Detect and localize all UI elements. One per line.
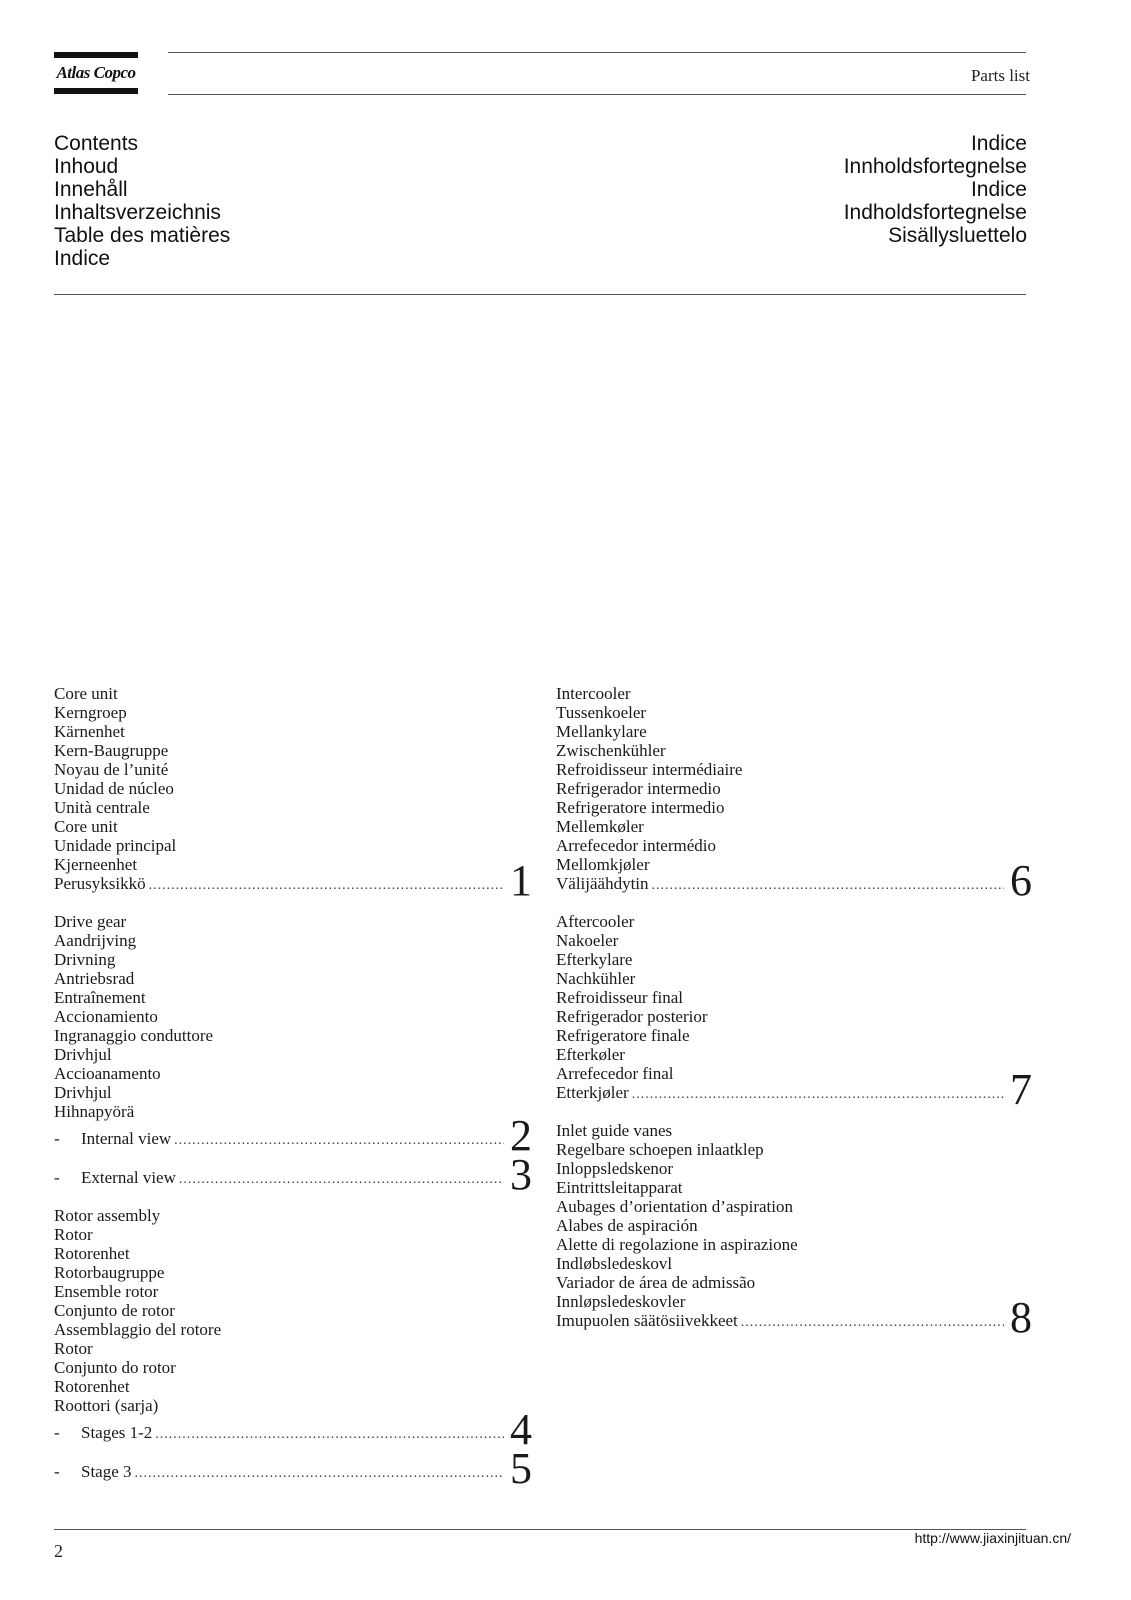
contents-heading: Table des matières (54, 224, 231, 247)
dot-leader (149, 876, 504, 895)
contents-heading: Indholdsfortegnelse (843, 201, 1027, 224)
toc-section-intercooler (556, 684, 1032, 905)
toc-line: Inlet guide vanes (556, 1121, 673, 1140)
dot-leader (741, 1313, 1004, 1332)
toc-line: Refroidisseur intermédiaire (556, 760, 743, 779)
toc-page-number: 1 (510, 856, 532, 905)
contents-heading: Indice (970, 132, 1027, 155)
toc-page-number: 5 (510, 1444, 532, 1493)
toc-line: Drive gear (54, 912, 127, 931)
toc-line: Refrigeratore finale (556, 1026, 690, 1045)
footer-url-link[interactable]: http://www.jiaxinjituan.cn/ (914, 1530, 1071, 1546)
toc-section-rotor-assembly (54, 1206, 532, 1493)
toc-page-number: 8 (1010, 1293, 1032, 1342)
toc-line: Aubages d’orientation d’aspiration (556, 1197, 793, 1216)
toc-line: Variador de área de admissão (556, 1273, 756, 1292)
toc-entry-link[interactable] (54, 1444, 532, 1493)
toc-line: Drivhjul (54, 1083, 112, 1102)
toc-line: Regelbare schoepen inlaatklep (556, 1140, 764, 1159)
toc-line: Antriebsrad (54, 969, 135, 988)
toc-page-number: 4 (510, 1405, 532, 1454)
contents-heading: Inhoud (54, 155, 119, 178)
header-rule-bottom (168, 94, 1026, 95)
contents-divider (54, 294, 1026, 295)
contents-heading: Innehåll (54, 178, 128, 201)
toc-page-number: 2 (510, 1111, 532, 1160)
header-rule-top (168, 52, 1026, 53)
toc-line: Core unit (54, 684, 118, 703)
toc-line: Kärnenhet (54, 722, 125, 741)
toc-line: Imupuolen säätösiivekkeet (556, 1311, 738, 1330)
toc-line: Mellankylare (556, 722, 647, 741)
toc-section-core-unit (54, 684, 532, 905)
toc-line: Perusyksikkö (54, 874, 146, 893)
toc-line: Refrigerador posterior (556, 1007, 708, 1026)
toc-section-inlet-guide-vanes (556, 1121, 1032, 1342)
toc-line: Rotor assembly (54, 1206, 161, 1225)
contents-heading: Innholdsfortegnelse (843, 155, 1027, 178)
contents-heading-right (844, 132, 1027, 247)
dot-leader (155, 1425, 504, 1444)
toc-line: Entraînement (54, 988, 146, 1007)
toc-line: Assemblaggio del rotore (54, 1320, 222, 1339)
dash-bullet: - (54, 1423, 60, 1442)
toc-line: Core unit (54, 817, 118, 836)
toc-line: Innløpsledeskovler (556, 1292, 686, 1311)
toc-line: Refroidisseur final (556, 988, 683, 1007)
toc-line: Mellomkjøler (556, 855, 650, 874)
footer-rule (54, 1529, 1026, 1530)
toc-line: Efterkøler (556, 1045, 625, 1064)
toc-line: Välijäähdytin (556, 874, 649, 893)
toc-line: Rotorenhet (54, 1244, 130, 1263)
toc-line: Rotorbaugruppe (54, 1263, 165, 1282)
toc-sub-label: Stages 1-2 (81, 1423, 153, 1442)
dash-bullet: - (54, 1462, 60, 1481)
dash-bullet: - (54, 1168, 60, 1187)
toc-line: Tussenkoeler (556, 703, 647, 722)
toc-line: Arrefecedor intermédio (556, 836, 716, 855)
dash-bullet: - (54, 1129, 60, 1148)
contents-heading: Inhaltsverzeichnis (54, 201, 221, 224)
dot-leader (179, 1170, 504, 1189)
toc-right-column (556, 684, 1032, 1349)
toc-line: Zwischenkühler (556, 741, 666, 760)
toc-line: Eintrittsleitapparat (556, 1178, 683, 1197)
toc-line: Unidad de núcleo (54, 779, 174, 798)
toc-line: Roottori (sarja) (54, 1396, 159, 1415)
toc-section-aftercooler (556, 912, 1032, 1114)
toc-line: Alette di regolazione in aspirazione (556, 1235, 798, 1254)
atlas-copco-logo (54, 52, 138, 94)
toc-line: Accionamiento (54, 1007, 158, 1026)
contents-heading-left (54, 132, 230, 270)
toc-sub-label: Stage 3 (81, 1462, 132, 1481)
toc-line: Accioanamento (54, 1064, 161, 1083)
contents-heading: Indice (54, 247, 111, 270)
toc-line: Rotor (54, 1339, 93, 1358)
toc-page-number: 6 (1010, 856, 1032, 905)
toc-line: Rotorenhet (54, 1377, 130, 1396)
toc-line: Drivning (54, 950, 116, 969)
toc-line: Nachkühler (556, 969, 636, 988)
toc-line: Alabes de aspiración (556, 1216, 698, 1235)
dot-leader (632, 1085, 1004, 1104)
toc-line: Kern-Baugruppe (54, 741, 169, 760)
toc-line: Drivhjul (54, 1045, 112, 1064)
contents-heading: Contents (54, 132, 139, 155)
toc-section-drive-gear (54, 912, 532, 1199)
toc-line: Ensemble rotor (54, 1282, 159, 1301)
toc-line: Ingranaggio conduttore (54, 1026, 214, 1045)
toc-line: Aandrijving (54, 931, 137, 950)
dot-leader (135, 1464, 504, 1483)
toc-sub-label: Internal view (81, 1129, 172, 1148)
toc-line: Noyau de l’unité (54, 760, 169, 779)
toc-line: Unità centrale (54, 798, 150, 817)
toc-line: Rotor (54, 1225, 93, 1244)
toc-line: Intercooler (556, 684, 631, 703)
contents-heading: Indice (970, 178, 1027, 201)
contents-heading: Sisällysluettelo (888, 224, 1027, 247)
toc-page-number: 3 (510, 1150, 532, 1199)
logo-text: Atlas Copco (56, 63, 136, 82)
toc-line: Conjunto de rotor (54, 1301, 175, 1320)
logo-bar-bottom (54, 88, 138, 94)
toc-line: Indløbsledeskovl (556, 1254, 673, 1273)
toc-line: Efterkylare (556, 950, 633, 969)
toc-line: Unidade principal (54, 836, 177, 855)
toc-line: Aftercooler (556, 912, 635, 931)
toc-line: Kjerneenhet (54, 855, 138, 874)
toc-line: Nakoeler (556, 931, 619, 950)
dot-leader (174, 1131, 504, 1150)
toc-line: Etterkjøler (556, 1083, 629, 1102)
toc-left-column (54, 684, 532, 1500)
toc-line: Kerngroep (54, 703, 127, 722)
toc-entry-link[interactable] (54, 1150, 532, 1199)
toc-line: Arrefecedor final (556, 1064, 674, 1083)
logo-bar-top (54, 52, 138, 58)
toc-page-number: 7 (1010, 1065, 1032, 1114)
page-number: 2 (54, 1541, 63, 1561)
toc-line: Conjunto do rotor (54, 1358, 176, 1377)
toc-line: Refrigeratore intermedio (556, 798, 725, 817)
dot-leader (652, 876, 1004, 895)
document-type: Parts list (970, 66, 1030, 85)
toc-sub-label: External view (81, 1168, 176, 1187)
toc-line: Mellemkøler (556, 817, 644, 836)
toc-line: Hihnapyörä (54, 1102, 135, 1121)
toc-line: Inloppsledskenor (556, 1159, 674, 1178)
toc-line: Refrigerador intermedio (556, 779, 721, 798)
